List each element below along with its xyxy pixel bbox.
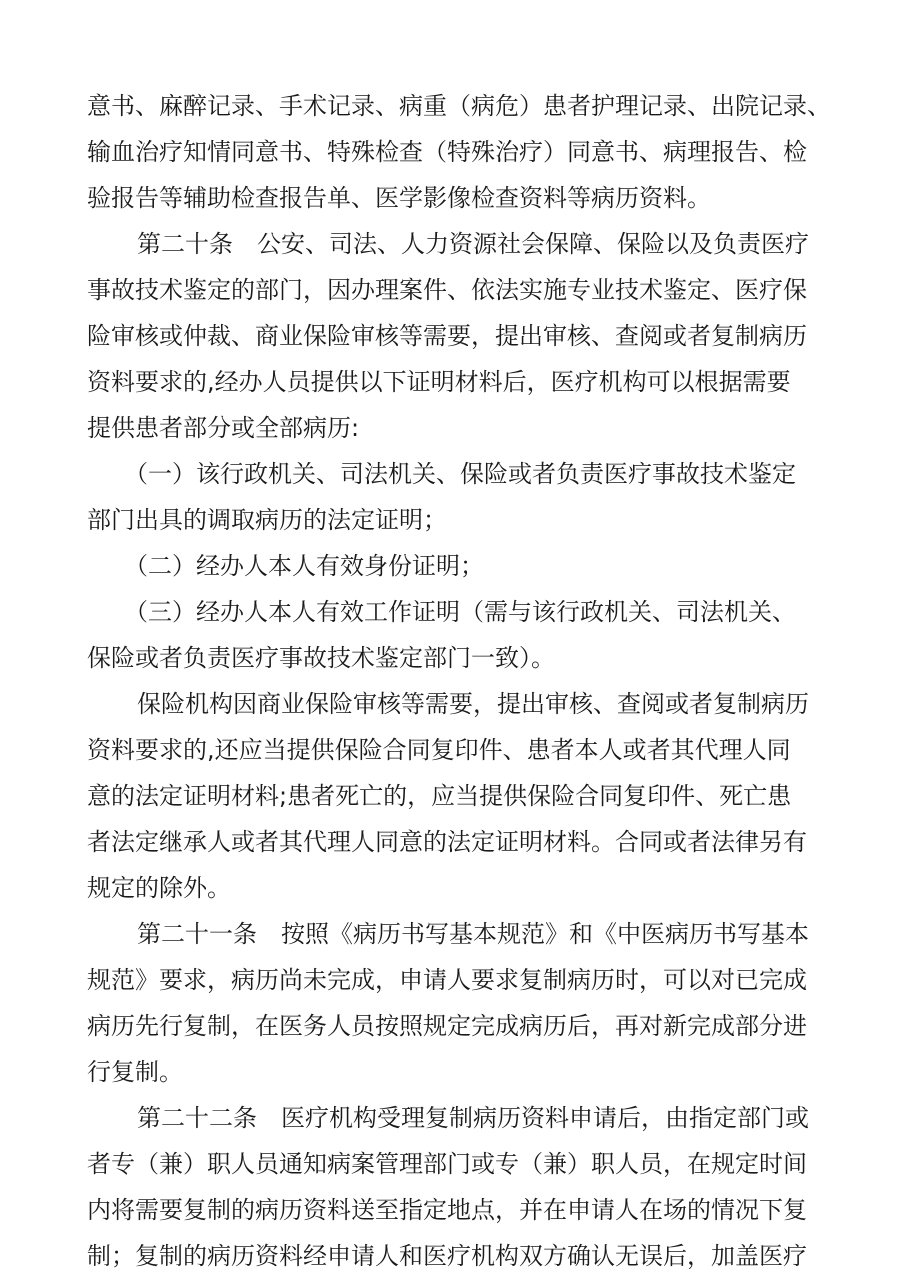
text-line: 部门出具的调取病历的法定证明； <box>87 506 447 534</box>
text-line: （一）该行政机关、司法机关、保险或者负责医疗事故技术鉴定 <box>124 460 796 488</box>
text-line: 制；复制的病历资料经申请人和医疗机构双方确认无误后，加盖医疗 <box>87 1242 807 1270</box>
text-line: 资料要求的,经办人员提供以下证明材料后，医疗机构可以根据需要 <box>87 368 791 396</box>
text-line: 者专（兼）职人员通知病案管理部门或专（兼）职人员，在规定时间 <box>87 1150 807 1178</box>
text-line: 者法定继承人或者其代理人同意的法定证明材料。合同或者法律另有 <box>87 828 807 856</box>
text-line: 资料要求的,还应当提供保险合同复印件、患者本人或者其代理人同 <box>87 736 791 764</box>
text-line: 规范》要求，病历尚未完成，申请人要求复制病历时，可以对已完成 <box>87 966 807 994</box>
text-line: 输血治疗知情同意书、特殊检查（特殊治疗）同意书、病理报告、检 <box>87 138 807 166</box>
text-line: 第二十条 公安、司法、人力资源社会保障、保险以及负责医疗 <box>137 230 809 258</box>
text-line: （三）经办人本人有效工作证明（需与该行政机关、司法机关、 <box>124 598 796 626</box>
text-line: 意书、麻醉记录、手术记录、病重（病危）患者护理记录、出院记录、 <box>87 92 831 120</box>
text-line: 事故技术鉴定的部门，因办理案件、依法实施专业技术鉴定、医疗保 <box>87 276 807 304</box>
text-line: 第二十一条 按照《病历书写基本规范》和《中医病历书写基本 <box>137 920 809 948</box>
text-line: 保险机构因商业保险审核等需要，提出审核、查阅或者复制病历 <box>137 690 809 718</box>
text-line: 验报告等辅助检查报告单、医学影像检查资料等病历资料。 <box>87 184 711 212</box>
text-line: 规定的除外。 <box>87 874 231 902</box>
text-line: 意的法定证明材料;患者死亡的，应当提供保险合同复印件、死亡患 <box>87 782 792 810</box>
text-line: 险审核或仲裁、商业保险审核等需要，提出审核、查阅或者复制病历 <box>87 322 807 350</box>
text-line: （二）经办人本人有效身份证明； <box>124 552 484 580</box>
text-line: 提供患者部分或全部病历: <box>87 414 360 442</box>
text-line: 行复制。 <box>87 1058 183 1086</box>
text-line: 保险或者负责医疗事故技术鉴定部门一致）。 <box>87 644 555 672</box>
text-line: 第二十二条 医疗机构受理复制病历资料申请后，由指定部门或 <box>137 1104 809 1132</box>
text-line: 内将需要复制的病历资料送至指定地点，并在申请人在场的情况下复 <box>87 1196 807 1224</box>
text-line: 病历先行复制，在医务人员按照规定完成病历后，再对新完成部分进 <box>87 1012 807 1040</box>
